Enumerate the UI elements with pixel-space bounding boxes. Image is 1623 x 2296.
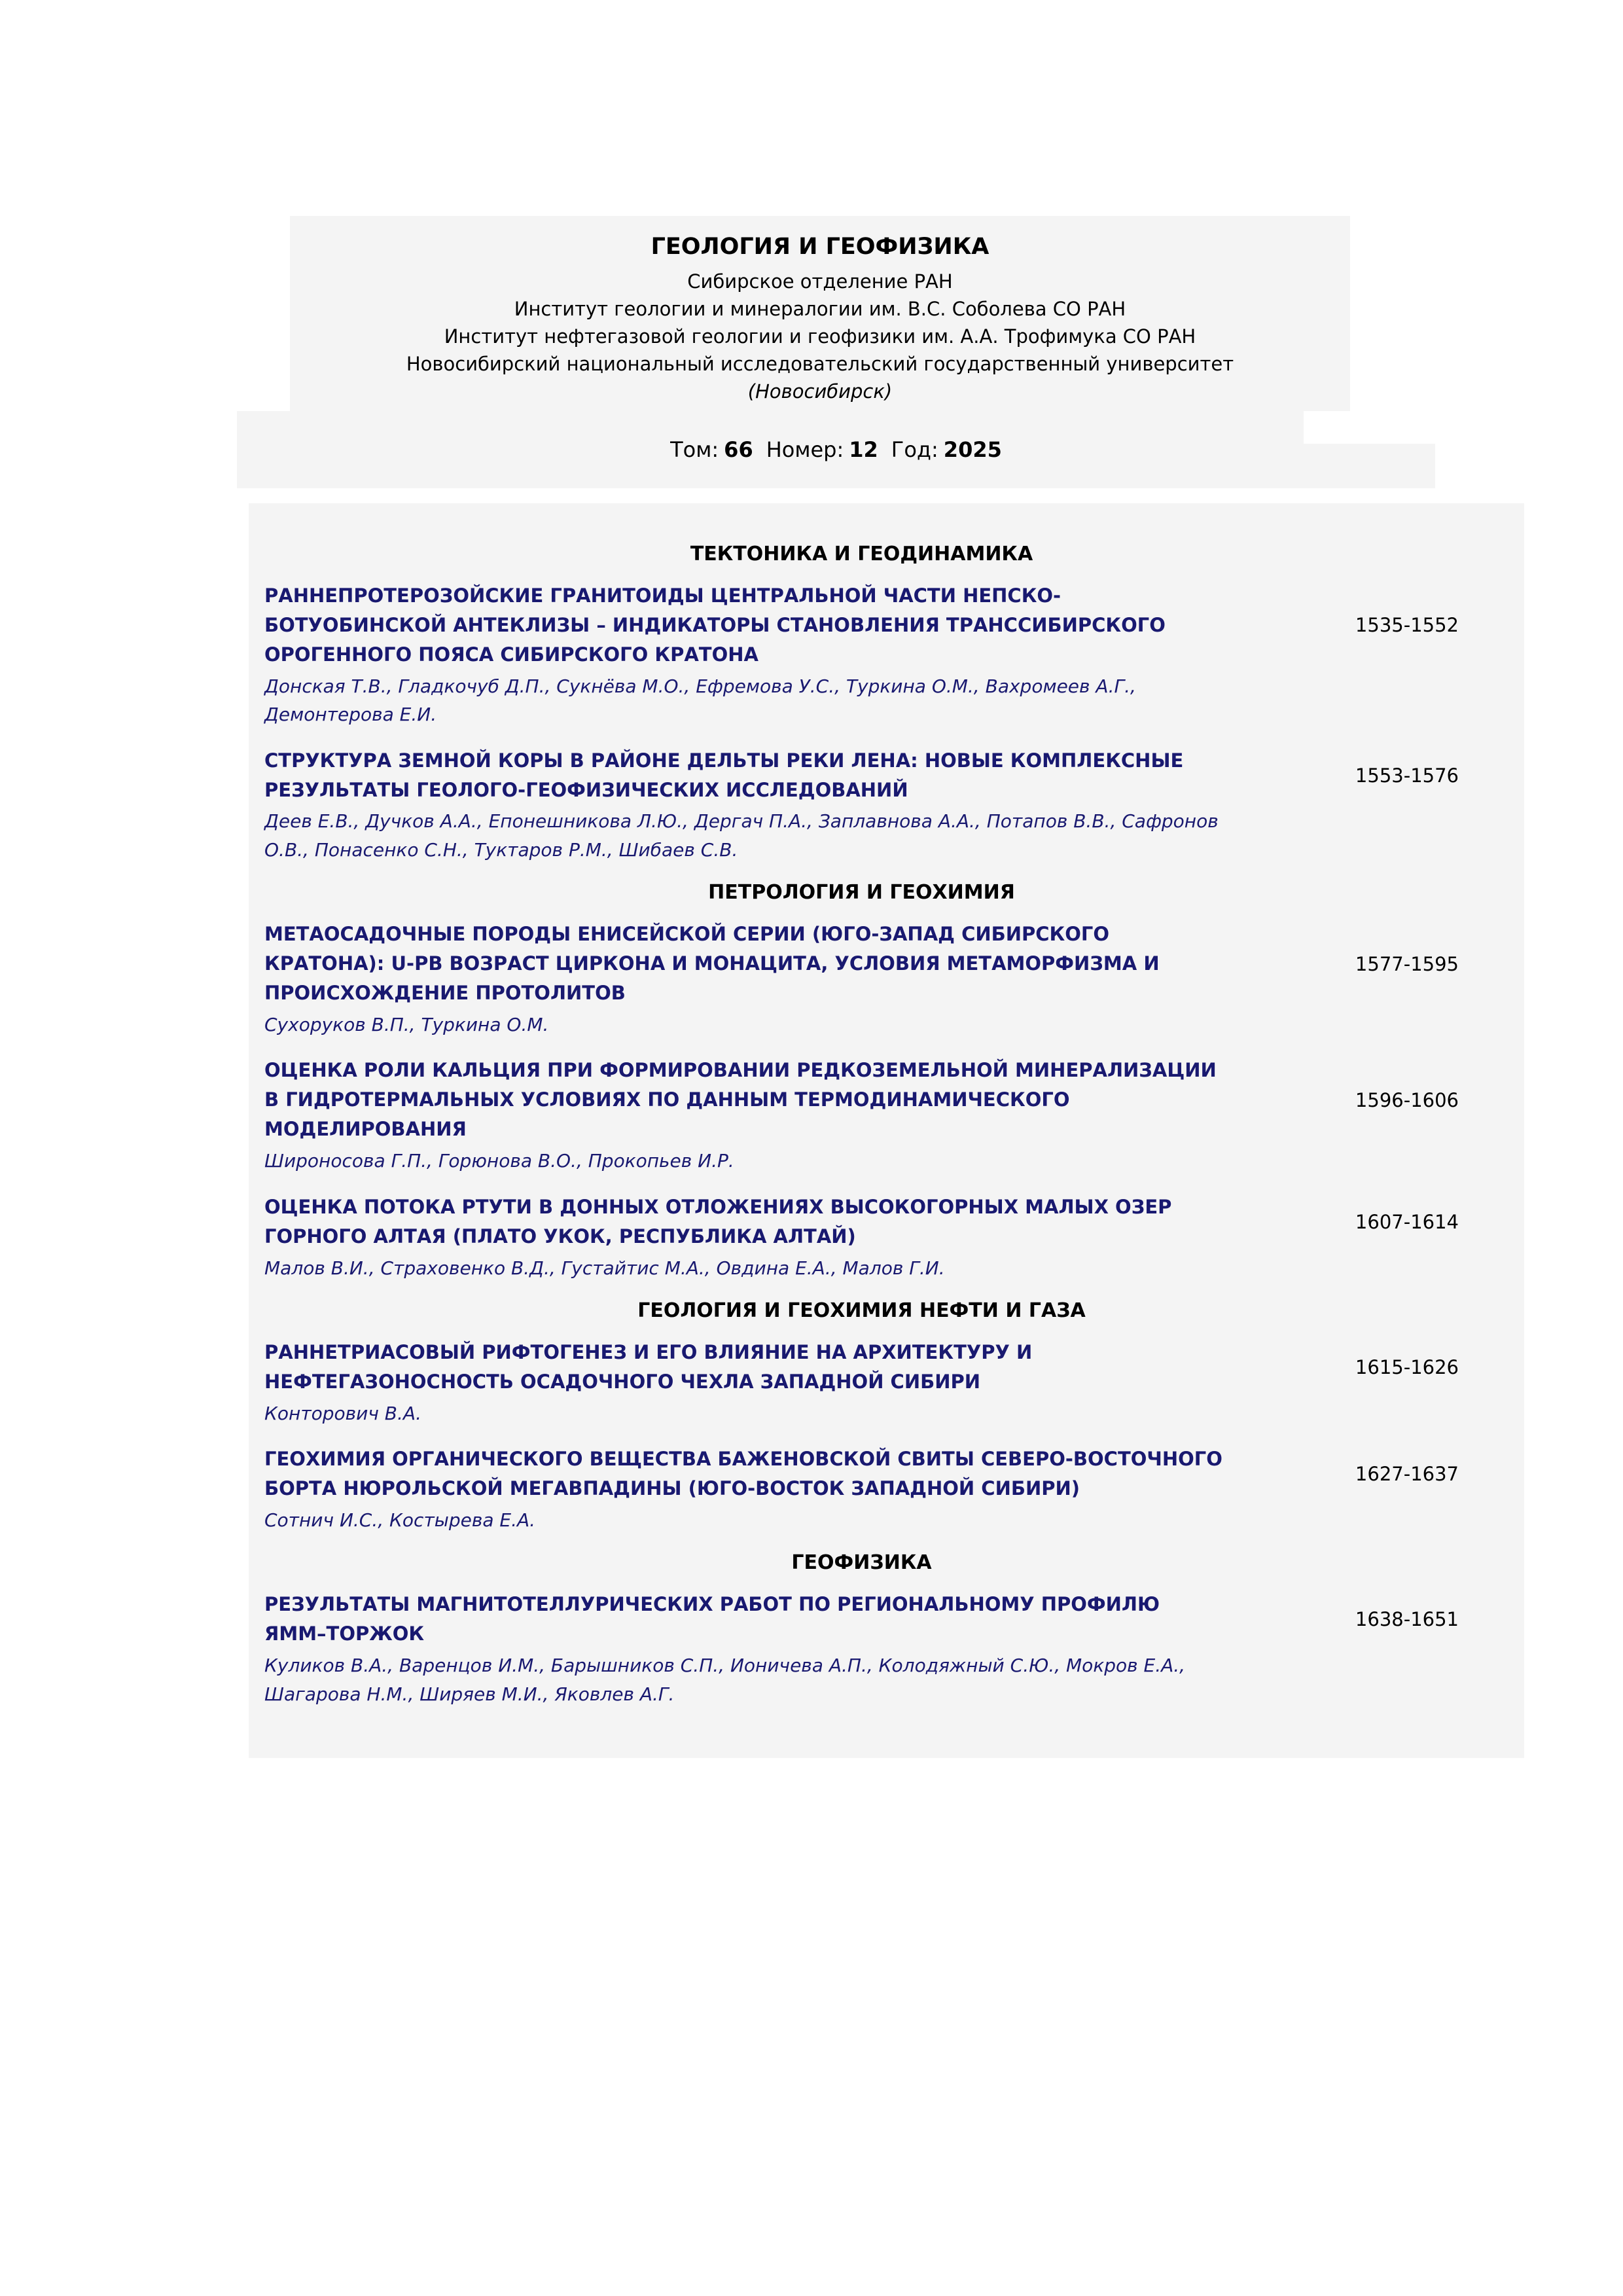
article-row bbox=[264, 1193, 1459, 1282]
article-pages: 1577-1595 bbox=[1355, 952, 1459, 975]
journal-affiliation: Институт геологии и минералогии им. В.С. Соболева СО РАН bbox=[514, 298, 1126, 321]
issue-volume bbox=[670, 437, 753, 462]
article-pages: 1607-1614 bbox=[1355, 1210, 1459, 1233]
article-row bbox=[264, 1444, 1459, 1534]
article-row bbox=[264, 1056, 1459, 1175]
article-title[interactable]: РЕЗУЛЬТАТЫ МАГНИТОТЕЛЛУРИЧЕСКИХ РАБОТ ПО РЕГИОНАЛЬНОМУ ПРОФИЛЮ ЯММ–ТОРЖОК bbox=[264, 1593, 1160, 1645]
article-title[interactable]: РАННЕТРИАСОВЫЙ РИФТОГЕНЕЗ И ЕГО ВЛИЯНИЕ НА АРХИТЕКТУРУ И НЕФТЕГАЗОНОСНОСТЬ ОСАДОЧНОГО ЧЕХЛА ЗАПАДНОЙ СИБИРИ bbox=[264, 1340, 1033, 1393]
article-title[interactable]: МЕТАОСАДОЧНЫЕ ПОРОДЫ ЕНИСЕЙСКОЙ СЕРИИ (ЮГО-ЗАПАД СИБИРСКОГО КРАТОНА): U-PB ВОЗРАСТ ЦИРКОНА И МОНАЦИТА, УСЛОВИЯ МЕТАМОРФИЗМА И ПРОИСХОЖДЕНИЕ ПРОТОЛИТОВ bbox=[264, 923, 1160, 1005]
journal-title: ГЕОЛОГИЯ И ГЕОФИЗИКА bbox=[651, 234, 990, 260]
number-label: Номер: bbox=[766, 437, 844, 462]
section-geophysics bbox=[264, 1551, 1459, 1708]
article-row bbox=[264, 920, 1459, 1039]
journal-affiliation: Новосибирский национальный исследовательский государственный университет bbox=[406, 353, 1234, 376]
volume-value: 66 bbox=[724, 437, 753, 462]
year-value: 2025 bbox=[943, 437, 1002, 462]
section-heading: ПЕТРОЛОГИЯ И ГЕОХИМИЯ bbox=[708, 881, 1015, 905]
article-pages: 1638-1651 bbox=[1355, 1608, 1459, 1631]
article-title[interactable]: ОЦЕНКА ПОТОКА РТУТИ В ДОННЫХ ОТЛОЖЕНИЯХ ВЫСОКОГОРНЫХ МАЛЫХ ОЗЕР ГОРНОГО АЛТАЯ (ПЛАТО УКОК, РЕСПУБЛИКА АЛТАЙ) bbox=[264, 1195, 1172, 1247]
article-pages: 1627-1637 bbox=[1355, 1463, 1459, 1486]
year-label: Год: bbox=[891, 437, 938, 462]
article-title[interactable]: РАННЕПРОТЕРОЗОЙСКИЕ ГРАНИТОИДЫ ЦЕНТРАЛЬНОЙ ЧАСТИ НЕПСКО-БОТУОБИНСКОЙ АНТЕКЛИЗЫ – ИНДИКАТОРЫ СТАНОВЛЕНИЯ ТРАНССИБИРСКОГО ОРОГЕННОГО ПОЯСА СИБИРСКОГО КРАТОНА bbox=[264, 584, 1166, 666]
article-authors: Деев Е.В., Дучков А.А., Епонешникова Л.Ю., Дергач П.А., Заплавнова А.А., Потапов В.В., Сафронов О.В., Понасенко С.Н., Туктаров Р.М., Шибаев С.В. bbox=[264, 810, 1219, 861]
article-title[interactable]: ГЕОХИМИЯ ОРГАНИЧЕСКОГО ВЕЩЕСТВА БАЖЕНОВСКОЙ СВИТЫ СЕВЕРО-ВОСТОЧНОГО БОРТА НЮРОЛЬСКОЙ МЕГАВПАДИНЫ (ЮГО-ВОСТОК ЗАПАДНОЙ СИБИРИ) bbox=[264, 1448, 1222, 1500]
number-value: 12 bbox=[849, 437, 878, 462]
article-title[interactable]: ОЦЕНКА РОЛИ КАЛЬЦИЯ ПРИ ФОРМИРОВАНИИ РЕДКОЗЕМЕЛЬНОЙ МИНЕРАЛИЗАЦИИ В ГИДРОТЕРМАЛЬНЫХ УСЛОВИЯХ ПО ДАННЫМ ТЕРМОДИНАМИЧЕСКОГО МОДЕЛИРОВАНИЯ bbox=[264, 1059, 1217, 1141]
issue-info-band bbox=[237, 411, 1435, 488]
section-heading: ТЕКТОНИКА И ГЕОДИНАМИКА bbox=[690, 543, 1033, 565]
article-title[interactable]: СТРУКТУРА ЗЕМНОЙ КОРЫ В РАЙОНЕ ДЕЛЬТЫ РЕКИ ЛЕНА: НОВЫЕ КОМПЛЕКСНЫЕ РЕЗУЛЬТАТЫ ГЕОЛОГО-ГЕОФИЗИЧЕСКИХ ИССЛЕДОВАНИЙ bbox=[264, 749, 1184, 801]
article-row bbox=[264, 746, 1459, 865]
journal-header bbox=[290, 216, 1350, 418]
article-row bbox=[264, 1338, 1459, 1427]
section-petrology bbox=[264, 881, 1459, 1282]
section-heading: ГЕОЛОГИЯ И ГЕОХИМИЯ НЕФТИ И ГАЗА bbox=[637, 1299, 1086, 1322]
article-authors: Куликов В.А., Варенцов И.М., Барышников С.П., Ионичева А.П., Колодяжный С.Ю., Мокров Е.А., Шагарова Н.М., Ширяев М.И., Яковлев А.Г. bbox=[264, 1655, 1186, 1705]
article-row bbox=[264, 581, 1459, 729]
journal-affiliation: Сибирское отделение РАН bbox=[687, 270, 953, 293]
article-authors: Конторович В.А. bbox=[264, 1402, 421, 1424]
article-authors: Широносова Г.П., Горюнова В.О., Прокопьев И.Р. bbox=[264, 1150, 734, 1172]
issue-number bbox=[766, 437, 878, 462]
section-heading: ГЕОФИЗИКА bbox=[791, 1551, 932, 1575]
article-authors: Донская Т.В., Гладкочуб Д.П., Сукнёва М.О., Ефремова У.С., Туркина О.М., Вахромеев А.Г., Демонтерова Е.И. bbox=[264, 675, 1136, 726]
article-authors: Сотнич И.С., Костырева Е.А. bbox=[264, 1509, 536, 1532]
article-authors: Малов В.И., Страховенко В.Д., Густайтис М.А., Овдина Е.А., Малов Г.И. bbox=[264, 1257, 945, 1279]
article-pages: 1615-1626 bbox=[1355, 1355, 1459, 1378]
journal-affiliation: Институт нефтегазовой геологии и геофизики им. А.А. Трофимука СО РАН bbox=[444, 325, 1196, 348]
article-row bbox=[264, 1590, 1459, 1708]
volume-label: Том: bbox=[670, 437, 719, 462]
journal-city: (Новосибирск) bbox=[747, 380, 893, 403]
article-pages: 1553-1576 bbox=[1355, 764, 1459, 787]
issue-year bbox=[891, 437, 1002, 462]
toc-panel bbox=[249, 503, 1524, 1758]
band-notch bbox=[1304, 411, 1435, 444]
section-oil-gas-geochemistry bbox=[264, 1299, 1459, 1535]
article-pages: 1535-1552 bbox=[1355, 614, 1459, 637]
article-pages: 1596-1606 bbox=[1355, 1088, 1459, 1111]
article-authors: Сухоруков В.П., Туркина О.М. bbox=[264, 1014, 549, 1036]
section-tectonics bbox=[264, 543, 1459, 864]
